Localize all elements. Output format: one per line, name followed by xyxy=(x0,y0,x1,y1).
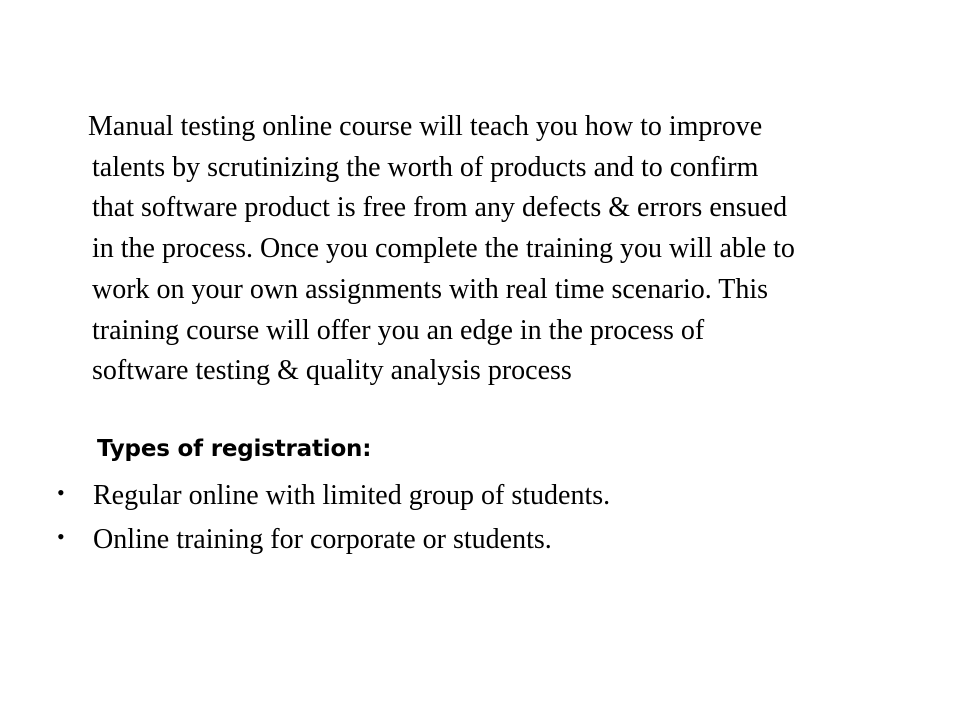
list-item xyxy=(0,520,610,560)
registration-heading: Types of registration: xyxy=(97,436,372,462)
description-line: that software product is free from any defects & errors ensued xyxy=(92,192,788,224)
registration-type-corporate: Online training for corporate or students. xyxy=(93,524,552,555)
list-item xyxy=(0,476,610,516)
bullet-icon: • xyxy=(57,480,65,505)
description-line: Manual testing online course will teach you how to improve xyxy=(88,111,763,142)
registration-types-list xyxy=(0,476,610,564)
description-line: training course will offer you an edge in the process of xyxy=(92,314,705,346)
description-line: talents by scrutinizing the worth of products and to confirm xyxy=(92,151,759,183)
description-line: software testing & quality analysis process xyxy=(92,355,572,387)
registration-type-regular: Regular online with limited group of students. xyxy=(93,480,611,511)
description-line: in the process. Once you complete the training you will able to xyxy=(92,233,795,265)
course-description xyxy=(88,107,912,392)
bullet-icon: • xyxy=(57,524,65,549)
description-line: work on your own assignments with real time scenario. This xyxy=(92,273,769,305)
